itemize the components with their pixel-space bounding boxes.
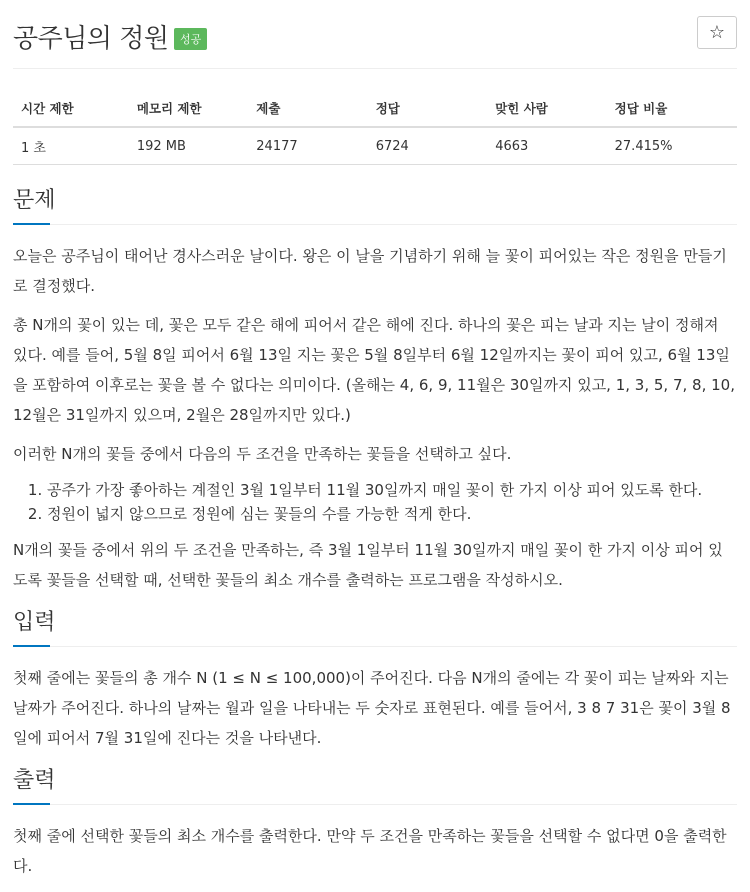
- status-badge: 성공: [174, 28, 207, 50]
- cell-submissions: 24177: [248, 127, 367, 165]
- header-solvers: 맞힌 사람: [487, 90, 606, 127]
- header-accept-ratio: 정답 비율: [607, 90, 737, 127]
- cell-memory-limit: 192 MB: [129, 127, 248, 165]
- problem-description: [13, 241, 737, 595]
- input-section: [13, 605, 737, 753]
- problem-paragraph: 총 N개의 꽃이 있는 데, 꽃은 모두 같은 해에 피어서 같은 해에 진다. 하나의 꽃은 피는 날과 지는 날이 정해져 있다. 예를 들어, 5월 8일 피어서 6월 13일 지는 꽃은 5월 8일부터 6월 12일까지는 꽃이 피어 있고, 6월 13일을 포함하여 이후로는 꽃을 볼 수 없다는 의미이다. (올해는 4, 6, 9, 11월은 30일까지 있고, 1, 3, 5, 7, 8, 10, 12월은 31일까지 있으며, 2월은 28일까지만 있다.): [13, 316, 735, 424]
- header-accepted: 정답: [368, 90, 487, 127]
- input-paragraph: 첫째 줄에는 꽃들의 총 개수 N (1 ≤ N ≤ 100,000)이 주어진다. 다음 N개의 줄에는 각 꽃이 피는 날짜와 지는 날짜가 주어진다. 하나의 날짜는 월과 일을 나타내는 두 숫자로 표현된다. 예를 들어서, 3 8 7 31은 꽃이 3월 8일에 피어서 7월 31일에 진다는 것을 나타낸다.: [13, 669, 731, 747]
- problem-section: [13, 183, 737, 595]
- cell-time-limit: 1 초: [13, 127, 129, 165]
- problem-info-table: [13, 90, 737, 165]
- problem-heading: 문제: [13, 188, 56, 213]
- input-description: [13, 663, 737, 753]
- headline-underline: [13, 645, 50, 647]
- page-title: 공주님의 정원: [13, 24, 169, 54]
- title-row: [13, 0, 737, 69]
- list-item: 2. 정원이 넓지 않으므로 정원에 심는 꽃들의 수를 가능한 적게 한다.: [47, 502, 737, 526]
- input-heading: 입력: [13, 610, 56, 635]
- problem-paragraph: N개의 꽃들 중에서 위의 두 조건을 만족하는, 즉 3월 1일부터 11월 30일까지 매일 꽃이 한 가지 이상 피어 있도록 꽃들을 선택할 때, 선택한 꽃들의 최소 개수를 출력하는 프로그램을 작성하시오.: [13, 541, 723, 589]
- headline-underline: [13, 803, 50, 805]
- table-row: [13, 127, 737, 165]
- cell-accept-ratio: 27.415%: [607, 127, 737, 165]
- problem-paragraph: 오늘은 공주님이 태어난 경사스러운 날이다. 왕은 이 날을 기념하기 위해 늘 꽃이 피어있는 작은 정원을 만들기로 결정했다.: [13, 247, 727, 295]
- header-time-limit: 시간 제한: [13, 90, 129, 127]
- star-icon: ☆: [708, 22, 726, 43]
- list-item: 1. 공주가 가장 좋아하는 계절인 3월 1일부터 11월 30일까지 매일 꽃이 한 가지 이상 피어 있도록 한다.: [47, 478, 737, 502]
- output-heading: 출력: [13, 768, 56, 793]
- output-headline: [13, 763, 737, 805]
- cell-solvers: 4663: [487, 127, 606, 165]
- condition-list: [13, 478, 737, 526]
- star-button[interactable]: [697, 16, 737, 49]
- header-memory-limit: 메모리 제한: [129, 90, 248, 127]
- input-headline: [13, 605, 737, 647]
- header-submissions: 제출: [248, 90, 367, 127]
- problem-paragraph: 이러한 N개의 꽃들 중에서 다음의 두 조건을 만족하는 꽃들을 선택하고 싶다.: [13, 445, 512, 463]
- headline-underline: [13, 223, 50, 225]
- output-description: [13, 821, 737, 881]
- output-section: [13, 763, 737, 881]
- cell-accepted: 6724: [368, 127, 487, 165]
- problem-headline: [13, 183, 737, 225]
- table-header-row: [13, 90, 737, 127]
- output-paragraph: 첫째 줄에 선택한 꽃들의 최소 개수를 출력한다. 만약 두 조건을 만족하는 꽃들을 선택할 수 없다면 0을 출력한다.: [13, 827, 727, 875]
